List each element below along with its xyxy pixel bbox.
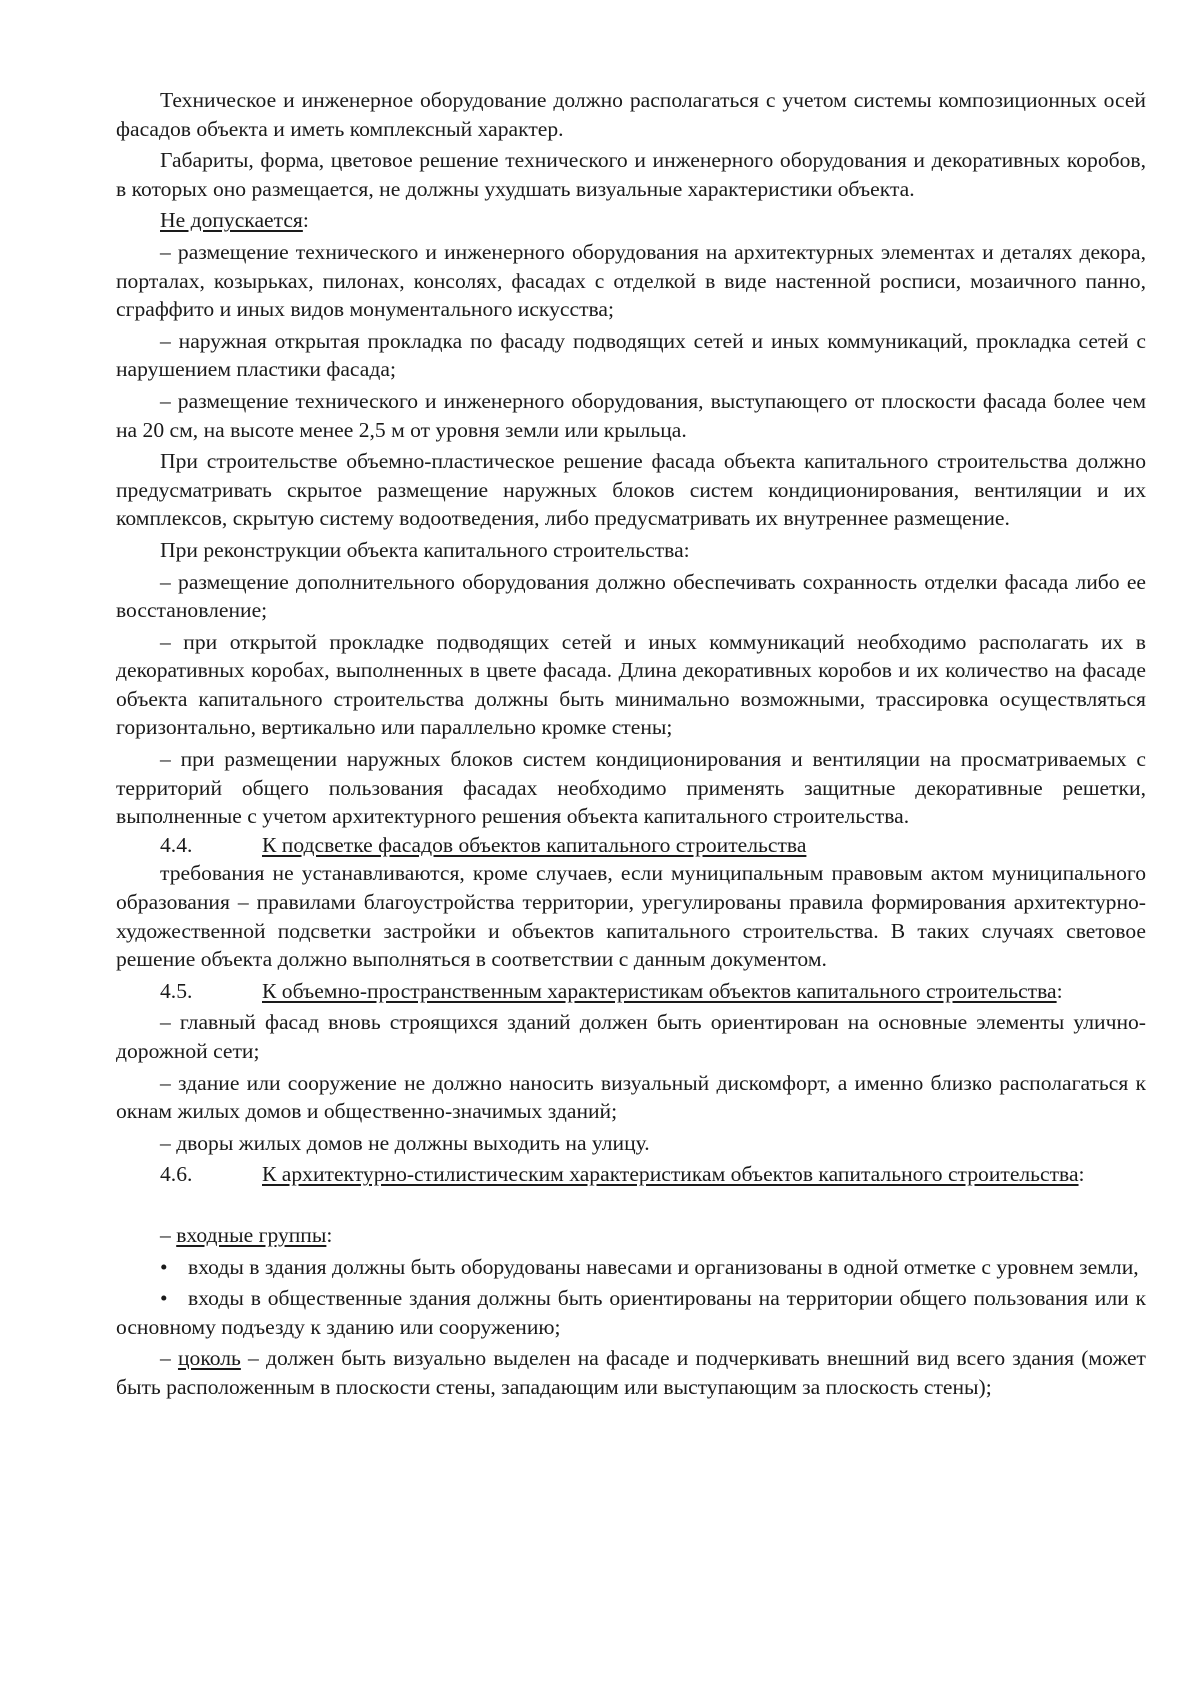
bullet-item-entrance-1 — [116, 1253, 1146, 1282]
list-item-reconstruction-1: – размещение дополнительного оборудования должно обеспечивать сохранность отделки фасада либо ее восстановление; — [116, 569, 1146, 623]
section-4-5-heading — [116, 977, 1146, 1006]
list-item-reconstruction-3: – при размещении наружных блоков систем кондиционирования и вентиляции на просматриваемых с территорий общего пользования фасадах необходимо применять защитные декоративные решетки, выполненные с учетом архитектурного решения объекта капитального строительства. — [116, 747, 1146, 829]
section-4-6-number: 4.6. — [160, 1162, 193, 1187]
document-page — [116, 86, 1146, 1402]
plinth-label: цоколь — [177, 1346, 241, 1371]
section-4-4-text: требования не устанавливаются, кроме случаев, если муниципальным правовым актом муниципального образования – правилами благоустройства территории, урегулированы правила формирования архитектурно-художественной подсветки застройки и объектов капитального строительства. В таких случаях световое решение объекта должно выполняться в соответствии с данным документом. — [116, 861, 1146, 972]
list-item-reconstruction-2: – при открытой прокладке подводящих сетей и иных коммуникаций необходимо располагать их в декоративных коробах, выполненных в цвете фасада. Длина декоративных коробов и их количество на фасаде объекта капитального строительства должны быть минимально возможными, трассировка осуществляться горизонтально, вертикально или параллельно кромке стены; — [116, 629, 1146, 740]
entrance-groups-label: входные группы — [176, 1222, 327, 1247]
list-item-volume-2: – здание или сооружение не должно наносить визуальный дискомфорт, а именно близко располагаться к окнам жилых домов и общественно-значимых зданий; — [116, 1070, 1146, 1124]
list-item-not-allowed-1: – размещение технического и инженерного оборудования на архитектурных элементах и деталях декора, порталах, козырьках, пилонах, консолях, фасадах с отделкой в виде настенной росписи, мозаичного панно, сграффито и иных видов монументального искусства; — [116, 239, 1146, 322]
section-4-4-number: 4.4. — [160, 832, 193, 857]
paragraph-reconstruction: При реконструкции объекта капитального строительства: — [160, 537, 690, 562]
paragraph-dimensions: Габариты, форма, цветовое решение технического и инженерного оборудования и декоративных коробов, в которых оно размещается, не должны ухудшать визуальные характеристики объекта. — [116, 148, 1146, 201]
not-allowed-colon: : — [302, 208, 309, 233]
section-4-4-heading — [116, 831, 1146, 860]
not-allowed-heading — [116, 206, 1146, 235]
paragraph-construction: При строительстве объемно-пластическое решение фасада объекта капитального строительства должно предусматривать скрытое размещение наружных блоков систем кондиционирования, вентиляции и их комплексов, скрытую систему водоотведения, либо предусматривать их внутреннее размещение. — [116, 449, 1146, 531]
list-item-volume-1: – главный фасад вновь строящихся зданий должен быть ориентирован на основные элементы улично-дорожной сети; — [116, 1010, 1146, 1063]
list-item-volume-3: – дворы жилых домов не должны выходить на улицу. — [160, 1130, 650, 1155]
bullet-item-text: входы в общественные здания должны быть ориентированы на территории общего пользования или к основному подъезду к зданию или сооружению; — [116, 1286, 1146, 1339]
plinth-text: – должен быть визуально выделен на фасаде и подчеркивать внешний вид всего здания (может быть расположенным в плоскости стены, западающим или выступающим за плоскость стены); — [116, 1346, 1146, 1399]
plinth-dash: – — [160, 1346, 178, 1371]
entrance-groups-heading — [116, 1221, 1146, 1250]
paragraph-equipment-placement: Техническое и инженерное оборудование должно располагаться с учетом системы композиционных осей фасадов объекта и иметь комплексный характер. — [116, 88, 1146, 141]
bullet-icon: • — [160, 1286, 168, 1311]
bullet-item-text: входы в здания должны быть оборудованы навесами и организованы в одной отметке с уровнем земли, — [188, 1254, 1139, 1279]
section-4-6-heading — [116, 1160, 1146, 1189]
list-item-plinth — [116, 1344, 1146, 1401]
section-4-4-title: К подсветке фасадов объектов капитального строительства — [262, 832, 807, 857]
section-4-6-colon: : — [1078, 1162, 1085, 1187]
section-4-6-title: К архитектурно-стилистическим характеристикам объектов капитального строительства — [262, 1162, 1079, 1187]
bullet-item-entrance-2 — [116, 1284, 1146, 1341]
section-4-5-number: 4.5. — [160, 978, 193, 1003]
not-allowed-label: Не допускается — [160, 208, 303, 233]
bullet-icon: • — [160, 1254, 168, 1279]
list-item-not-allowed-3: – размещение технического и инженерного оборудования, выступающего от плоскости фасада более чем на 20 см, на высоте менее 2,5 м от уровня земли или крыльца. — [116, 388, 1146, 442]
section-4-5-title: К объемно-пространственным характеристикам объектов капитального строительства — [262, 978, 1057, 1003]
list-item-not-allowed-2: – наружная открытая прокладка по фасаду подводящих сетей и иных коммуникаций, прокладка сетей с нарушением пластики фасада; — [116, 328, 1146, 382]
entrance-dash: – — [160, 1222, 177, 1247]
entrance-colon: : — [326, 1222, 333, 1247]
section-4-5-colon: : — [1056, 978, 1063, 1003]
